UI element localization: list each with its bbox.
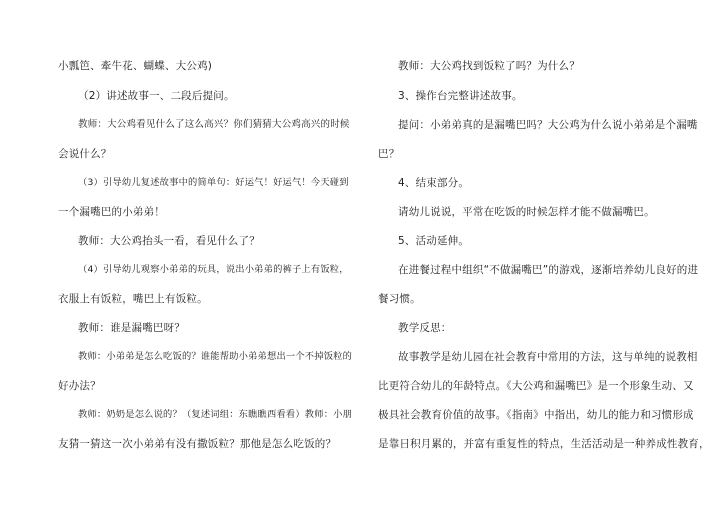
- text-line: 教师：大公鸡找到饭粒了吗？为什么？: [398, 60, 580, 72]
- text-line: 是靠日积月累的，并富有重复性的特点，生活活动是一种养成性教育，: [378, 438, 710, 450]
- text-line: 教师：小弟弟是怎么吃饭的？谁能帮助小弟弟想出一个不掉饭粒的: [78, 351, 353, 362]
- text-line: 教师：奶奶是怎么说的？（复述词组：东瞧瞧西看看）教师：小朋: [78, 409, 353, 420]
- text-line: 巴？: [378, 148, 400, 160]
- text-line: 一个漏嘴巴的小弟弟！: [58, 206, 165, 218]
- text-line: 3、操作台完整讲述故事。: [398, 90, 523, 102]
- text-line: 请幼儿说说，平常在吃饭的时候怎样才能不做漏嘴巴。: [398, 206, 655, 218]
- text-line: 好办法？: [58, 380, 101, 392]
- text-line: 教学反思：: [398, 322, 452, 334]
- text-line: 比更符合幼儿的年龄特点。《大公鸡和漏嘴巴》是一个形象生动、又: [378, 380, 694, 392]
- text-line: （3）引导幼儿复述故事中的简单句：好运气！好运气！今天碰到: [78, 177, 349, 188]
- text-line: 衣服上有饭粒，嘴巴上有饭粒。: [58, 293, 208, 305]
- text-line: 小瓢笆、牽牛花、蝴蝶、大公鸡): [58, 60, 213, 72]
- text-line: 故事教学是幼儿园在社会教育中常用的方法，这与单纯的说教相: [398, 351, 698, 363]
- text-line: 4、结束部分。: [398, 177, 470, 189]
- text-line: 教师：谁是漏嘴巴呀？: [78, 322, 185, 334]
- text-line: 友猜一猜这一次小弟弟有没有撒饭粒？那他是怎么吃饭的？: [58, 438, 337, 450]
- text-line: 餐习惯。: [378, 293, 421, 305]
- text-line: （2）讲述故事一、二段后提问。: [78, 90, 235, 102]
- text-line: 在进餐过程中组织“不做漏嘴巴”的游戏，逐渐培养幼儿良好的进: [398, 264, 699, 276]
- text-line: 教师：大公鸡看见什么了这么高兴？你们猜猜大公鸡高兴的时候: [78, 119, 350, 130]
- text-line: 5、活动延伸。: [398, 235, 470, 247]
- text-line: 会说什么？: [58, 148, 112, 160]
- text-line: 提问：小弟弟真的是漏嘴巴吗？大公鸡为什么说小弟弟是个漏嘴: [398, 119, 698, 131]
- text-line: 教师：大公鸡抬头一看，看见什么了？: [78, 235, 260, 247]
- text-line: 极具社会教育价值的故事。《指南》中指出，幼儿的能力和习惯形成: [378, 409, 694, 421]
- text-line: （4）引导幼儿观察小弟弟的玩具，说出小弟弟的裤子上有饭粒，: [78, 264, 349, 275]
